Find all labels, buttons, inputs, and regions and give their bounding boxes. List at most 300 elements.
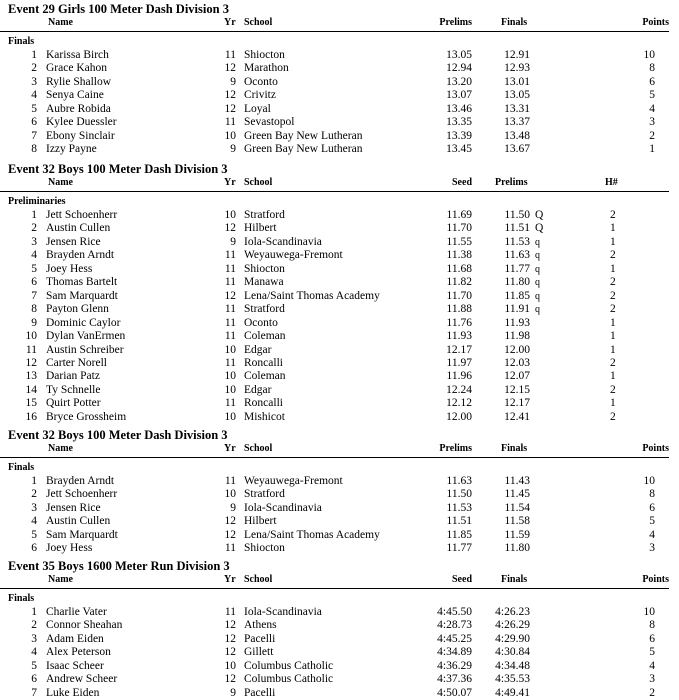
result-row [0, 143, 679, 156]
year: 11 [224, 475, 236, 487]
mark-1: 13.45 [446, 143, 472, 156]
qualifier: Q [535, 209, 544, 221]
mark-2: 4:26.23 [495, 606, 530, 618]
mark-1: 11.97 [446, 356, 472, 369]
heat-number: 2 [610, 249, 616, 262]
heat-number: 2 [610, 303, 616, 316]
mark-1: 11.63 [446, 475, 472, 487]
mark-2: 12.93 [504, 62, 530, 75]
place: 2 [31, 488, 37, 501]
athlete-name: Dominic Caylor [46, 316, 121, 329]
school: Coleman [244, 330, 286, 343]
result-row [0, 116, 679, 129]
year: 11 [224, 49, 236, 61]
school: Green Bay New Lutheran [244, 143, 363, 156]
athlete-name: Grace Kahon [46, 62, 107, 75]
place: 3 [31, 235, 37, 248]
athlete-name: Adam Eiden [46, 632, 104, 645]
athlete-name: Sam Marquardt [46, 528, 118, 541]
school: Iola-Scandinavia [244, 501, 322, 514]
mark-2: 12.17 [504, 397, 530, 410]
school: Athens [244, 619, 277, 632]
mark-1: 4:45.25 [437, 632, 472, 645]
year: 12 [224, 528, 236, 541]
result-row [0, 290, 679, 303]
mark-1: 11.76 [446, 316, 472, 329]
qualifier: q [535, 236, 540, 248]
year: 12 [224, 673, 236, 686]
points: 4 [649, 102, 655, 115]
qualifier: q [535, 277, 540, 289]
result-row [0, 276, 679, 289]
result-row [0, 130, 679, 143]
athlete-name: Ebony Sinclair [46, 129, 115, 142]
col-yr: Yr [224, 574, 236, 585]
col-yr: Yr [224, 177, 236, 188]
school: Weyauwega-Fremont [244, 249, 343, 262]
place: 14 [25, 383, 37, 396]
col-c1: Prelims [439, 443, 472, 454]
header-rule [0, 457, 669, 458]
mark-2: 12.07 [504, 370, 530, 383]
mark-1: 12.17 [446, 343, 472, 356]
athlete-name: Thomas Bartelt [46, 276, 118, 289]
mark-1: 11.85 [446, 528, 472, 541]
col-yr: Yr [224, 17, 236, 28]
mark-2: 12.15 [504, 383, 530, 396]
athlete-name: Jensen Rice [46, 235, 101, 248]
place: 5 [31, 528, 37, 541]
heat-number: 1 [610, 397, 616, 410]
place: 4 [31, 89, 37, 102]
place: 2 [31, 619, 37, 632]
place: 4 [31, 646, 37, 659]
result-row [0, 103, 679, 116]
year: 9 [230, 143, 236, 156]
mark-2: 11.51 [504, 222, 530, 235]
result-row [0, 76, 679, 89]
result-row [0, 49, 679, 62]
col-yr: Yr [224, 443, 236, 454]
heat-number: 1 [610, 316, 616, 329]
points: 10 [643, 606, 655, 618]
mark-2: 13.37 [504, 116, 530, 129]
athlete-name: Quirt Potter [46, 397, 101, 410]
place: 7 [31, 686, 37, 699]
year: 11 [224, 542, 236, 555]
school: Hilbert [244, 515, 277, 528]
col-name: Name [48, 17, 73, 28]
year: 12 [224, 515, 236, 528]
mark-2: 11.50 [504, 209, 530, 221]
qualifier: q [535, 263, 540, 275]
year: 11 [224, 249, 236, 262]
col-c1: Seed [452, 177, 472, 188]
athlete-name: Rylie Shallow [46, 75, 112, 88]
col-c1: Prelims [439, 17, 472, 28]
school: Loyal [244, 102, 271, 115]
athlete-name: Joey Hess [46, 262, 93, 275]
year: 10 [224, 343, 236, 356]
year: 11 [224, 606, 236, 618]
place: 16 [25, 410, 37, 423]
year: 12 [224, 102, 236, 115]
col-c2: Finals [501, 574, 528, 585]
col-name: Name [48, 443, 73, 454]
heat-number: 1 [610, 235, 616, 248]
school: Manawa [244, 276, 284, 289]
school: Edgar [244, 383, 272, 396]
place: 3 [31, 75, 37, 88]
mark-1: 13.39 [446, 129, 472, 142]
athlete-name: Sam Marquardt [46, 289, 118, 302]
mark-1: 13.20 [446, 75, 472, 88]
event-title: Event 29 Girls 100 Meter Dash Division 3 [8, 2, 229, 16]
year: 9 [230, 686, 236, 699]
athlete-name: Izzy Payne [46, 143, 97, 156]
round-label: Finals [8, 593, 35, 604]
result-row [0, 619, 679, 632]
result-row [0, 249, 679, 262]
place: 1 [31, 49, 37, 61]
school: Coleman [244, 370, 286, 383]
mark-2: 12.91 [504, 49, 530, 61]
year: 10 [224, 410, 236, 423]
place: 12 [25, 356, 37, 369]
athlete-name: Senya Caine [46, 89, 104, 102]
result-row [0, 488, 679, 501]
athlete-name: Payton Glenn [46, 303, 109, 316]
athlete-name: Jett Schoenherr [46, 209, 118, 221]
year: 11 [224, 316, 236, 329]
year: 12 [224, 646, 236, 659]
athlete-name: Austin Schreiber [46, 343, 124, 356]
place: 13 [25, 370, 37, 383]
school: Gillett [244, 646, 274, 659]
heat-number: 1 [610, 262, 616, 275]
place: 7 [31, 129, 37, 142]
result-row [0, 209, 679, 222]
school: Pacelli [244, 686, 276, 699]
school: Pacelli [244, 632, 276, 645]
school: Iola-Scandinavia [244, 606, 322, 618]
qualifier: q [535, 290, 540, 302]
mark-2: 11.54 [504, 501, 530, 514]
year: 12 [224, 62, 236, 75]
heat-number: 1 [610, 370, 616, 383]
mark-1: 11.77 [446, 542, 472, 555]
mark-2: 13.31 [504, 102, 530, 115]
place: 7 [31, 289, 37, 302]
place: 9 [31, 316, 37, 329]
col-c3: Points [642, 443, 669, 454]
school: Oconto [244, 316, 278, 329]
mark-1: 11.38 [446, 249, 472, 262]
athlete-name: Bryce Grossheim [46, 410, 127, 423]
mark-2: 4:34.48 [495, 659, 530, 672]
qualifier: q [535, 304, 540, 316]
place: 8 [31, 143, 37, 156]
mark-1: 12.94 [446, 62, 472, 75]
result-row [0, 660, 679, 673]
place: 6 [31, 116, 37, 129]
mark-1: 13.35 [446, 116, 472, 129]
points: 8 [649, 488, 655, 501]
points: 1 [649, 143, 655, 156]
athlete-name: Jensen Rice [46, 501, 101, 514]
mark-1: 4:36.29 [437, 659, 472, 672]
col-c3: Points [642, 574, 669, 585]
place: 15 [25, 397, 37, 410]
mark-1: 11.50 [446, 488, 472, 501]
mark-1: 11.82 [446, 276, 472, 289]
mark-2: 11.43 [504, 475, 530, 487]
mark-2: 12.00 [504, 343, 530, 356]
athlete-name: Austin Cullen [46, 222, 111, 235]
points: 2 [649, 129, 655, 142]
year: 10 [224, 129, 236, 142]
place: 3 [31, 501, 37, 514]
mark-1: 11.51 [446, 515, 472, 528]
athlete-name: Luke Eiden [46, 686, 100, 699]
mark-1: 11.68 [446, 262, 472, 275]
school: Oconto [244, 75, 278, 88]
mark-1: 4:45.50 [437, 606, 472, 618]
school: Columbus Catholic [244, 673, 334, 686]
year: 11 [224, 116, 236, 129]
athlete-name: Jett Schoenherr [46, 488, 118, 501]
mark-2: 11.80 [504, 276, 530, 289]
school: Stratford [244, 303, 285, 316]
result-row [0, 515, 679, 528]
mark-1: 11.69 [446, 209, 472, 221]
column-header-row [0, 574, 679, 587]
heat-number: 2 [610, 356, 616, 369]
school: Green Bay New Lutheran [244, 129, 363, 142]
school: Sevastopol [244, 116, 295, 129]
result-row [0, 606, 679, 619]
place: 6 [31, 542, 37, 555]
result-row [0, 317, 679, 330]
result-row [0, 687, 679, 700]
school: Shiocton [244, 542, 285, 555]
header-rule [0, 191, 669, 192]
year: 12 [224, 289, 236, 302]
header-rule [0, 31, 669, 32]
year: 10 [224, 209, 236, 221]
points: 8 [649, 62, 655, 75]
result-row [0, 411, 679, 424]
athlete-name: Charlie Vater [46, 606, 107, 618]
mark-2: 12.41 [504, 410, 530, 423]
result-row [0, 633, 679, 646]
result-row [0, 529, 679, 542]
year: 12 [224, 619, 236, 632]
mark-2: 4:30.84 [495, 646, 530, 659]
result-row [0, 673, 679, 686]
heat-number: 2 [610, 383, 616, 396]
athlete-name: Kylee Duessler [46, 116, 117, 129]
event-title: Event 32 Boys 100 Meter Dash Division 3 [8, 428, 228, 442]
place: 2 [31, 222, 37, 235]
mark-1: 11.88 [446, 303, 472, 316]
mark-1: 4:34.89 [437, 646, 472, 659]
school: Stratford [244, 488, 285, 501]
mark-2: 11.53 [504, 235, 530, 248]
mark-1: 11.53 [446, 501, 472, 514]
mark-1: 4:50.07 [437, 686, 472, 699]
mark-2: 11.45 [504, 488, 530, 501]
school: Iola-Scandinavia [244, 235, 322, 248]
points: 2 [649, 686, 655, 699]
result-row [0, 89, 679, 102]
mark-2: 11.85 [504, 289, 530, 302]
year: 10 [224, 659, 236, 672]
mark-2: 13.67 [504, 143, 530, 156]
school: Stratford [244, 209, 285, 221]
result-row [0, 646, 679, 659]
col-name: Name [48, 574, 73, 585]
points: 10 [643, 475, 655, 487]
heat-number: 2 [610, 289, 616, 302]
column-header-row [0, 443, 679, 456]
result-row [0, 502, 679, 515]
col-name: Name [48, 177, 73, 188]
points: 4 [649, 528, 655, 541]
result-row [0, 303, 679, 316]
mark-1: 12.24 [446, 383, 472, 396]
athlete-name: Dylan VanErmen [46, 330, 126, 343]
place: 11 [25, 343, 37, 356]
school: Mishicot [244, 410, 285, 423]
heat-number: 1 [610, 330, 616, 343]
points: 3 [649, 116, 655, 129]
athlete-name: Alex Peterson [46, 646, 111, 659]
result-row [0, 222, 679, 235]
mark-2: 11.80 [504, 542, 530, 555]
place: 4 [31, 515, 37, 528]
year: 11 [224, 397, 236, 410]
mark-2: 11.77 [504, 262, 530, 275]
col-c2: Prelims [495, 177, 528, 188]
place: 10 [25, 330, 37, 343]
mark-1: 13.05 [446, 49, 472, 61]
year: 11 [224, 356, 236, 369]
result-row [0, 357, 679, 370]
mark-2: 4:26.29 [495, 619, 530, 632]
mark-2: 4:35.53 [495, 673, 530, 686]
athlete-name: Karissa Birch [46, 49, 109, 61]
result-row [0, 236, 679, 249]
mark-2: 13.05 [504, 89, 530, 102]
mark-1: 13.07 [446, 89, 472, 102]
place: 1 [31, 475, 37, 487]
mark-2: 11.93 [504, 316, 530, 329]
athlete-name: Aubre Robida [46, 102, 111, 115]
result-row [0, 475, 679, 488]
mark-2: 13.01 [504, 75, 530, 88]
year: 10 [224, 488, 236, 501]
athlete-name: Darian Patz [46, 370, 100, 383]
mark-1: 11.93 [446, 330, 472, 343]
place: 8 [31, 303, 37, 316]
school: Lena/Saint Thomas Academy [244, 289, 380, 302]
school: Edgar [244, 343, 272, 356]
column-header-row [0, 17, 679, 30]
qualifier: Q [535, 222, 544, 235]
year: 9 [230, 235, 236, 248]
school: Crivitz [244, 89, 276, 102]
col-c3: Points [642, 17, 669, 28]
year: 10 [224, 370, 236, 383]
mark-1: 12.12 [446, 397, 472, 410]
qualifier: q [535, 250, 540, 262]
points: 6 [649, 501, 655, 514]
school: Hilbert [244, 222, 277, 235]
school: Marathon [244, 62, 289, 75]
place: 6 [31, 276, 37, 289]
points: 3 [649, 542, 655, 555]
mark-1: 4:28.73 [437, 619, 472, 632]
mark-2: 13.48 [504, 129, 530, 142]
round-label: Finals [8, 36, 35, 47]
points: 10 [643, 49, 655, 61]
mark-1: 11.55 [446, 235, 472, 248]
year: 11 [224, 276, 236, 289]
result-row [0, 542, 679, 555]
place: 4 [31, 249, 37, 262]
col-school: School [244, 443, 273, 454]
school: Lena/Saint Thomas Academy [244, 528, 380, 541]
points: 5 [649, 515, 655, 528]
col-c2: Finals [501, 443, 528, 454]
mark-1: 12.00 [446, 410, 472, 423]
points: 3 [649, 673, 655, 686]
col-school: School [244, 17, 273, 28]
heat-number: 2 [610, 209, 616, 221]
mark-2: 4:49.41 [495, 686, 530, 699]
place: 5 [31, 262, 37, 275]
year: 10 [224, 383, 236, 396]
result-row [0, 384, 679, 397]
place: 2 [31, 62, 37, 75]
round-label: Preliminaries [8, 196, 66, 207]
athlete-name: Austin Cullen [46, 515, 111, 528]
school: Shiocton [244, 49, 285, 61]
points: 8 [649, 619, 655, 632]
school: Shiocton [244, 262, 285, 275]
header-rule [0, 588, 669, 589]
place: 6 [31, 673, 37, 686]
athlete-name: Connor Sheahan [46, 619, 123, 632]
mark-2: 12.03 [504, 356, 530, 369]
points: 4 [649, 659, 655, 672]
year: 9 [230, 75, 236, 88]
mark-2: 11.58 [504, 515, 530, 528]
result-row [0, 62, 679, 75]
year: 12 [224, 632, 236, 645]
athlete-name: Andrew Scheer [46, 673, 118, 686]
place: 1 [31, 606, 37, 618]
col-c3: H# [605, 177, 618, 188]
year: 11 [224, 303, 236, 316]
mark-1: 13.46 [446, 102, 472, 115]
school: Weyauwega-Fremont [244, 475, 343, 487]
mark-2: 11.91 [504, 303, 530, 316]
heat-number: 1 [610, 343, 616, 356]
year: 12 [224, 89, 236, 102]
mark-1: 4:37.36 [437, 673, 472, 686]
